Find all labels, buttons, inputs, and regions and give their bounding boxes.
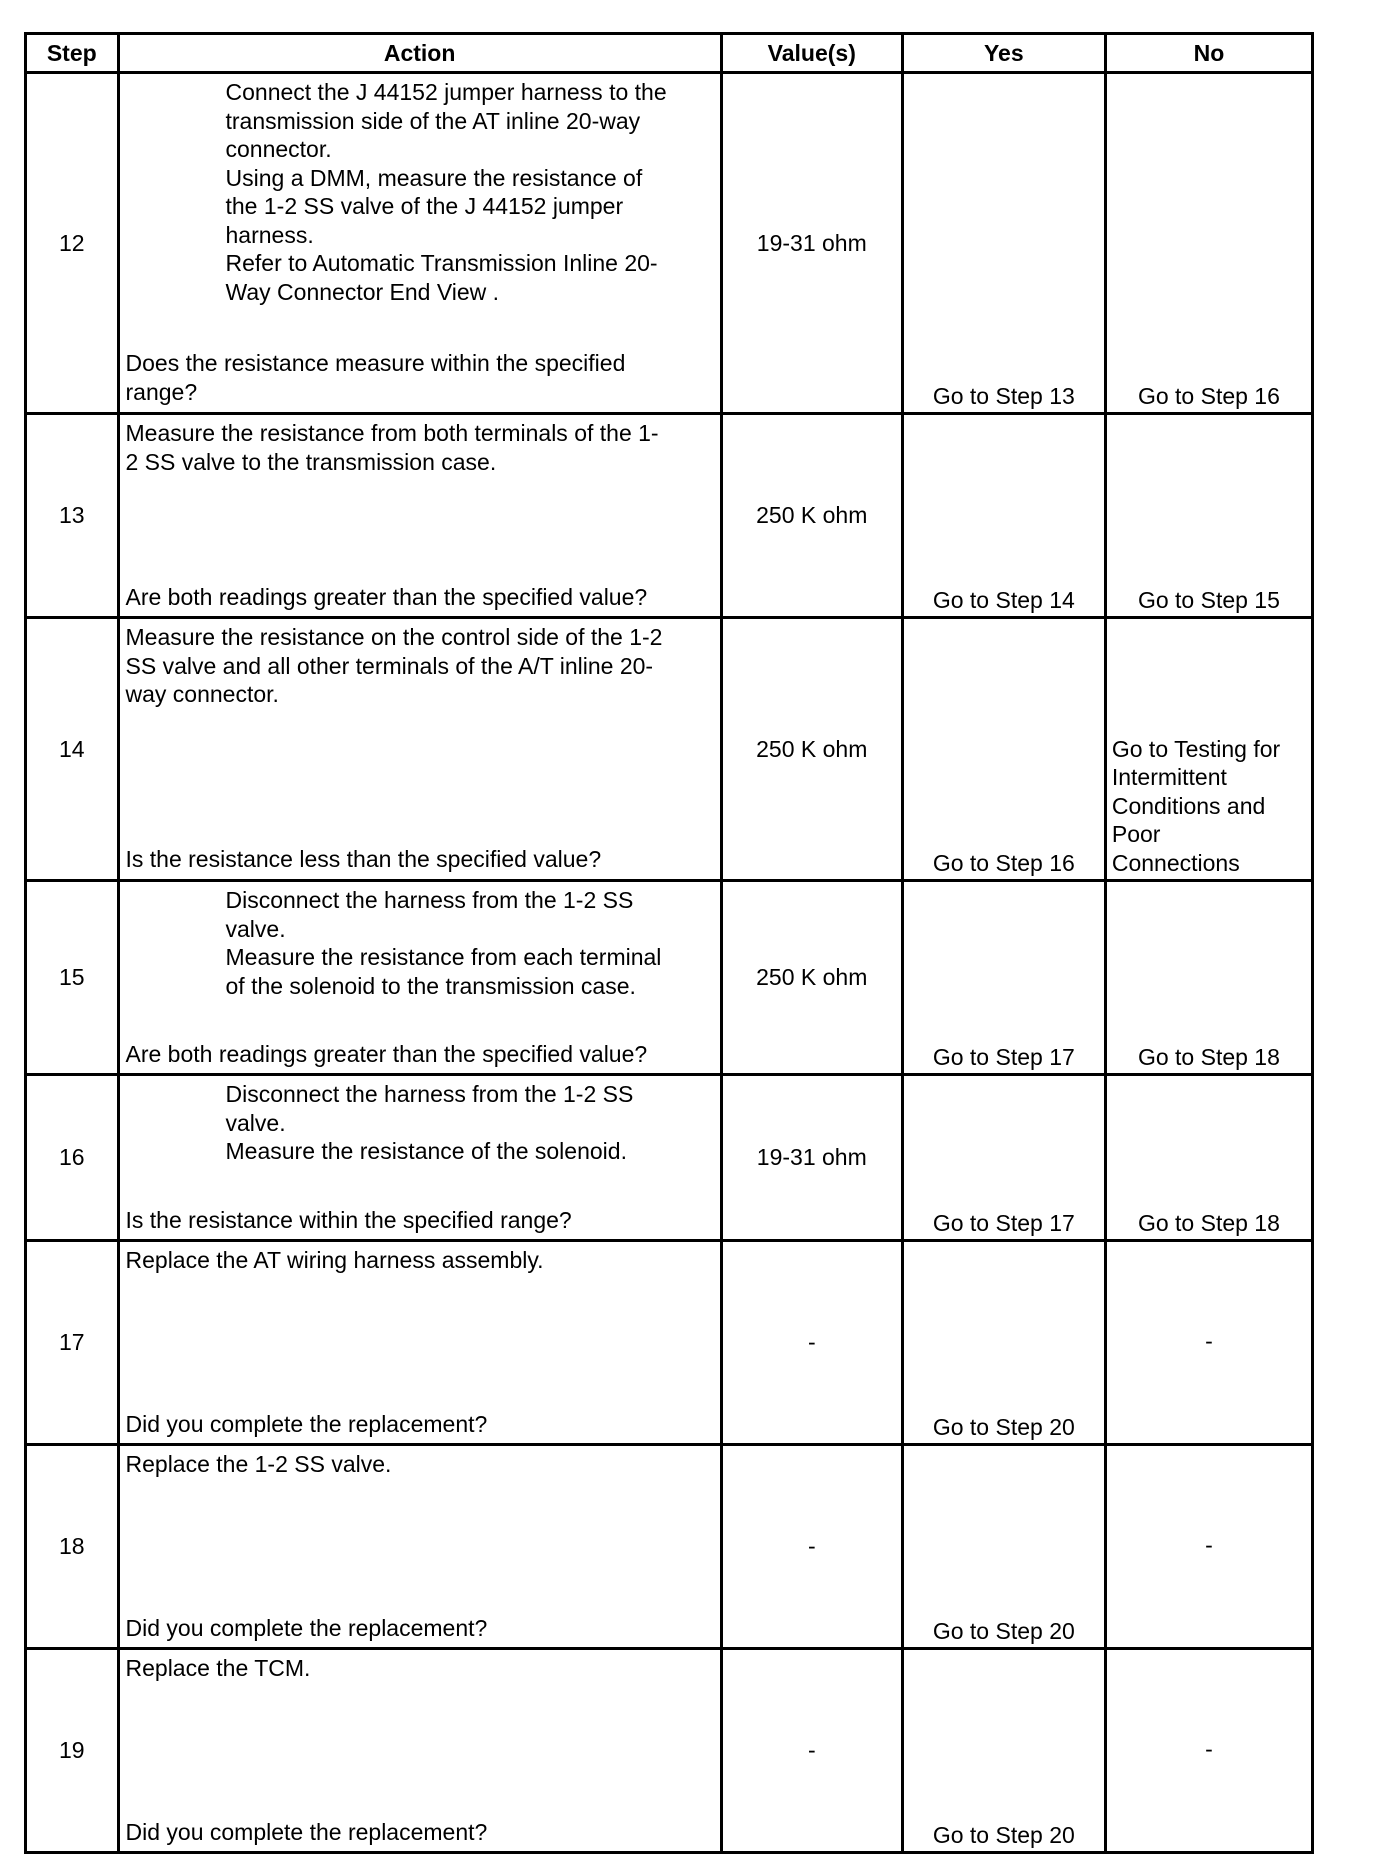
action-question (126, 1818, 714, 1847)
question-line: Are both readings greater than the specified value? (125, 583, 648, 610)
value-cell: 250 K ohm (721, 618, 902, 881)
table-row-step-17 (26, 1241, 1313, 1445)
header-values: Value(s) (721, 34, 902, 73)
action-instructions (126, 1450, 714, 1479)
action-line: Connect the J 44152 jumper harness to the (225, 79, 667, 105)
action-line: SS valve and all other terminals of the A/T inline 20- (125, 652, 654, 679)
no-cell: - (1105, 1445, 1312, 1649)
diagnostic-table (24, 32, 1314, 1854)
action-cell (118, 414, 721, 618)
action-line: Way Connector End View . (225, 278, 500, 305)
table-row-step-18 (26, 1445, 1313, 1649)
action-question (126, 845, 714, 874)
header-step: Step (26, 34, 119, 73)
action-cell (118, 881, 721, 1075)
action-question (126, 349, 714, 406)
no-cell: Go to Step 18 (1105, 1075, 1312, 1241)
action-instructions (126, 1246, 714, 1275)
question-line: Is the resistance less than the specified value? (125, 845, 602, 872)
question-line: Does the resistance measure within the specified (125, 350, 626, 376)
no-cell (1105, 618, 1312, 881)
action-line: Measure the resistance of the solenoid. (225, 1138, 627, 1164)
no-line: Intermittent (1111, 764, 1227, 790)
action-instructions (126, 419, 714, 476)
step-number: 17 (26, 1241, 119, 1445)
step-number: 18 (26, 1445, 119, 1649)
action-line: Measure the resistance from both terminals of the 1- (125, 420, 659, 446)
yes-cell: Go to Step 16 (902, 618, 1105, 881)
value-cell: 250 K ohm (721, 881, 902, 1075)
no-cell: - (1105, 1649, 1312, 1853)
yes-cell: Go to Step 20 (902, 1649, 1105, 1853)
value-cell: - (721, 1241, 902, 1445)
header-no: No (1105, 34, 1312, 73)
yes-cell: Go to Step 14 (902, 414, 1105, 618)
question-line: Did you complete the replacement? (125, 1818, 488, 1845)
value-cell: 19-31 ohm (721, 1075, 902, 1241)
action-line: Measure the resistance on the control side of the 1-2 (125, 624, 663, 650)
action-line: Using a DMM, measure the resistance of (225, 164, 643, 191)
yes-cell: Go to Step 17 (902, 1075, 1105, 1241)
table-row-step-15 (26, 881, 1313, 1075)
action-line: valve. (225, 915, 286, 942)
yes-cell: Go to Step 13 (902, 73, 1105, 414)
action-instructions (126, 1654, 714, 1683)
no-line: Go to Testing for (1111, 735, 1281, 762)
step-number: 15 (26, 881, 119, 1075)
step-number: 13 (26, 414, 119, 618)
action-line: Refer to Automatic Transmission Inline 20- (225, 250, 658, 276)
header-yes: Yes (902, 34, 1105, 73)
step-number: 16 (26, 1075, 119, 1241)
table-row-step-13 (26, 414, 1313, 618)
table-row-step-16 (26, 1075, 1313, 1241)
value-cell: - (721, 1649, 902, 1853)
step-number: 19 (26, 1649, 119, 1853)
question-line: Are both readings greater than the specified value? (125, 1040, 648, 1067)
action-instructions (126, 78, 714, 306)
action-cell (118, 1445, 721, 1649)
question-line: range? (125, 378, 198, 405)
value-cell: - (721, 1445, 902, 1649)
action-line: Replace the AT wiring harness assembly. (125, 1247, 544, 1273)
action-line: harness. (225, 221, 314, 248)
action-instructions (126, 1080, 714, 1166)
action-line: Replace the 1-2 SS valve. (125, 1451, 392, 1477)
yes-cell: Go to Step 17 (902, 881, 1105, 1075)
action-question (126, 1410, 714, 1439)
action-line: Disconnect the harness from the 1-2 SS (225, 1081, 634, 1107)
action-line: way connector. (125, 681, 279, 707)
action-line: connector. (225, 136, 332, 162)
action-cell (118, 1649, 721, 1853)
header-action: Action (118, 34, 721, 73)
action-question (126, 1614, 714, 1643)
action-cell (118, 73, 721, 414)
action-line: valve. (225, 1109, 286, 1136)
action-cell (118, 618, 721, 881)
no-cell: Go to Step 15 (1105, 414, 1312, 618)
action-line: of the solenoid to the transmission case. (225, 972, 636, 999)
no-cell: Go to Step 18 (1105, 881, 1312, 1075)
action-line: Disconnect the harness from the 1-2 SS (225, 887, 634, 913)
action-instructions (126, 623, 714, 709)
question-line: Did you complete the replacement? (125, 1410, 488, 1437)
action-cell (118, 1241, 721, 1445)
action-line: Replace the TCM. (125, 1655, 311, 1681)
table-row-step-19 (26, 1649, 1313, 1853)
no-line: Conditions and (1111, 792, 1266, 819)
question-line: Is the resistance within the specified range? (125, 1206, 572, 1233)
no-cell: Go to Step 16 (1105, 73, 1312, 414)
step-number: 12 (26, 73, 119, 414)
table-row-step-14 (26, 618, 1313, 881)
action-question (126, 583, 714, 612)
question-line: Did you complete the replacement? (125, 1614, 488, 1641)
step-number: 14 (26, 618, 119, 881)
action-line: Measure the resistance from each terminal (225, 944, 662, 970)
value-cell: 19-31 ohm (721, 73, 902, 414)
action-question (126, 1040, 714, 1069)
action-question (126, 1206, 714, 1235)
action-line: transmission side of the AT inline 20-way (225, 107, 641, 134)
action-line: the 1-2 SS valve of the J 44152 jumper (225, 193, 624, 219)
yes-cell: Go to Step 20 (902, 1445, 1105, 1649)
no-line: Poor (1111, 821, 1161, 847)
no-line: Connections (1111, 849, 1240, 876)
no-cell: - (1105, 1241, 1312, 1445)
header-row (26, 34, 1313, 73)
value-cell: 250 K ohm (721, 414, 902, 618)
action-cell (118, 1075, 721, 1241)
table-row-step-12 (26, 73, 1313, 414)
action-line: 2 SS valve to the transmission case. (125, 448, 497, 475)
yes-cell: Go to Step 20 (902, 1241, 1105, 1445)
action-instructions (126, 886, 714, 1000)
